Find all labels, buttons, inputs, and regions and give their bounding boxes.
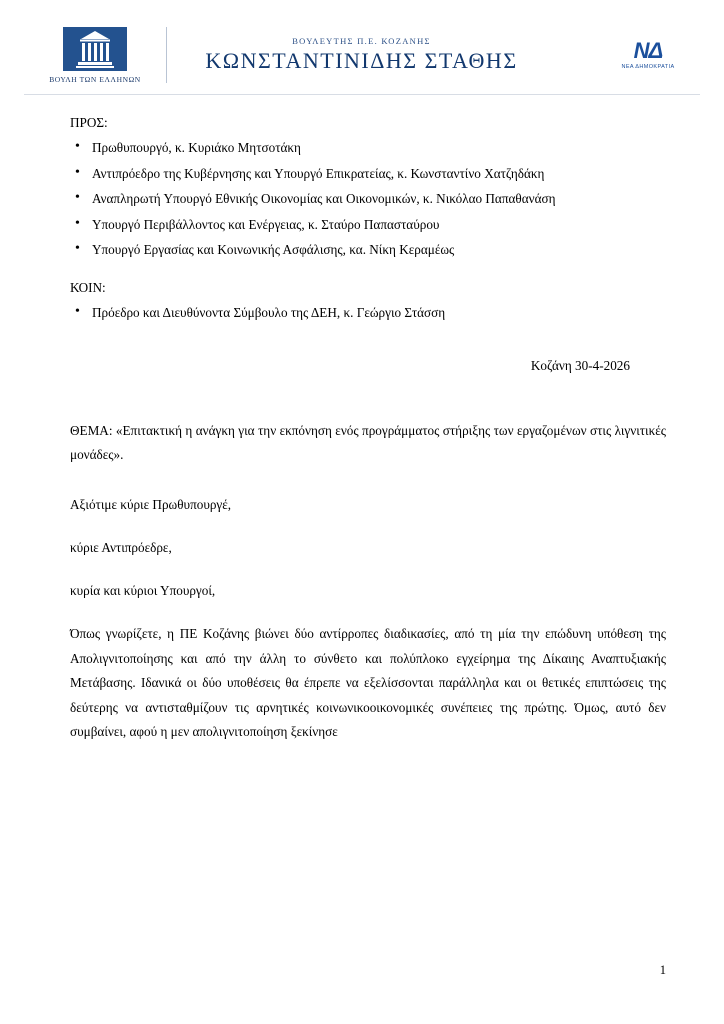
- letterhead-divider: [166, 27, 167, 83]
- cc-recipient-list: [70, 301, 666, 325]
- recipient-list: [70, 136, 666, 262]
- page-number: 1: [659, 963, 666, 977]
- emblem-caption: ΒΟΥΛΗ ΤΩΝ ΕΛΛΗΝΩΝ: [49, 75, 141, 84]
- letter-body: [0, 95, 724, 745]
- member-role: ΒΟΥΛΕΥΤΗΣ Π.Ε. ΚΟΖΑΝΗΣ: [292, 36, 431, 46]
- letterhead-center: [181, 36, 602, 74]
- cc-label: ΚΟΙΝ:: [70, 279, 106, 295]
- member-name: ΚΩΝΣΤΑΝΤΙΝΙΔΗΣ ΣΤΑΘΗΣ: [205, 48, 518, 73]
- subject-line: ΘΕΜΑ: «Επιτακτική η ανάγκη για την εκπόνηση ενός προγράμματος στήριξης των εργαζομένων στις λιγνιτικές μονάδες».: [70, 423, 666, 463]
- salutation-block: [70, 493, 666, 602]
- party-caption: ΝΕΑ ΔΗΜΟΚΡΑΤΙΑ: [621, 64, 675, 70]
- to-label: ΠΡΟΣ:: [70, 115, 108, 130]
- list-item: • Πρωθυπουργό, κ. Κυριάκο Μητσοτάκη: [70, 136, 666, 160]
- list-item: • Υπουργό Περιβάλλοντος και Ενέργειας, κ. Σταύρο Παπασταύρου: [70, 213, 666, 237]
- letterhead-left: [30, 26, 160, 84]
- list-item: • Αναπληρωτή Υπουργό Εθνικής Οικονομίας και Οικονομικών, κ. Νικόλαο Παπαθανάση: [70, 187, 666, 211]
- new-democracy-logo-icon: ΝΔ: [633, 38, 663, 63]
- list-item: • Πρόεδρο και Διευθύνοντα Σύμβουλο της ΔΕΗ, κ. Γεώργιο Στάσση: [70, 301, 666, 325]
- spacer: [70, 264, 666, 274]
- salutation-line: κυρία και κύριοι Υπουργοί,: [70, 583, 216, 598]
- body-paragraph: Όπως γνωρίζετε, η ΠΕ Κοζάνης βιώνει δύο αντίρροπες διαδικασίες, από τη μία την επώδυνη υπόθεση της Απολιγνιτοποίησης και από την άλλη το σύνθετο και πολύπλοκο εγχείρημα της Δίκαιης Αναπτυξιακής Μετάβασης. Ιδανικά οι δύο υποθέσεις θα έπρεπε να εξελίσσονται παράλληλα και οι θετικές επιπτώσεις της δεύτερης να αντισταθμίζουν τις αρνητικές κοινωνικοοικονομικές συνέπειες της πρώτης. Όμως, αυτό δεν συμβαίνει, αφού η μεν απολιγνιτοποίηση ξεκίνησε: [70, 626, 666, 740]
- list-item: • Υπουργό Εργασίας και Κοινωνικής Ασφάλισης, κα. Νίκη Κεραμέως: [70, 238, 666, 262]
- letterhead: [0, 0, 724, 90]
- hellenic-parliament-emblem-icon: [62, 26, 128, 72]
- salutation-line: κύριε Αντιπρόεδρε,: [70, 539, 172, 555]
- salutation-line: Αξιότιμε κύριε Πρωθυπουργέ,: [70, 496, 232, 512]
- letterhead-right: [602, 40, 694, 70]
- list-item: • Αντιπρόεδρο της Κυβέρνησης και Υπουργό Επικρατείας, κ. Κωνσταντίνο Χατζηδάκη: [70, 162, 666, 186]
- place-and-date: Κοζάνη 30-4-2026: [530, 358, 630, 374]
